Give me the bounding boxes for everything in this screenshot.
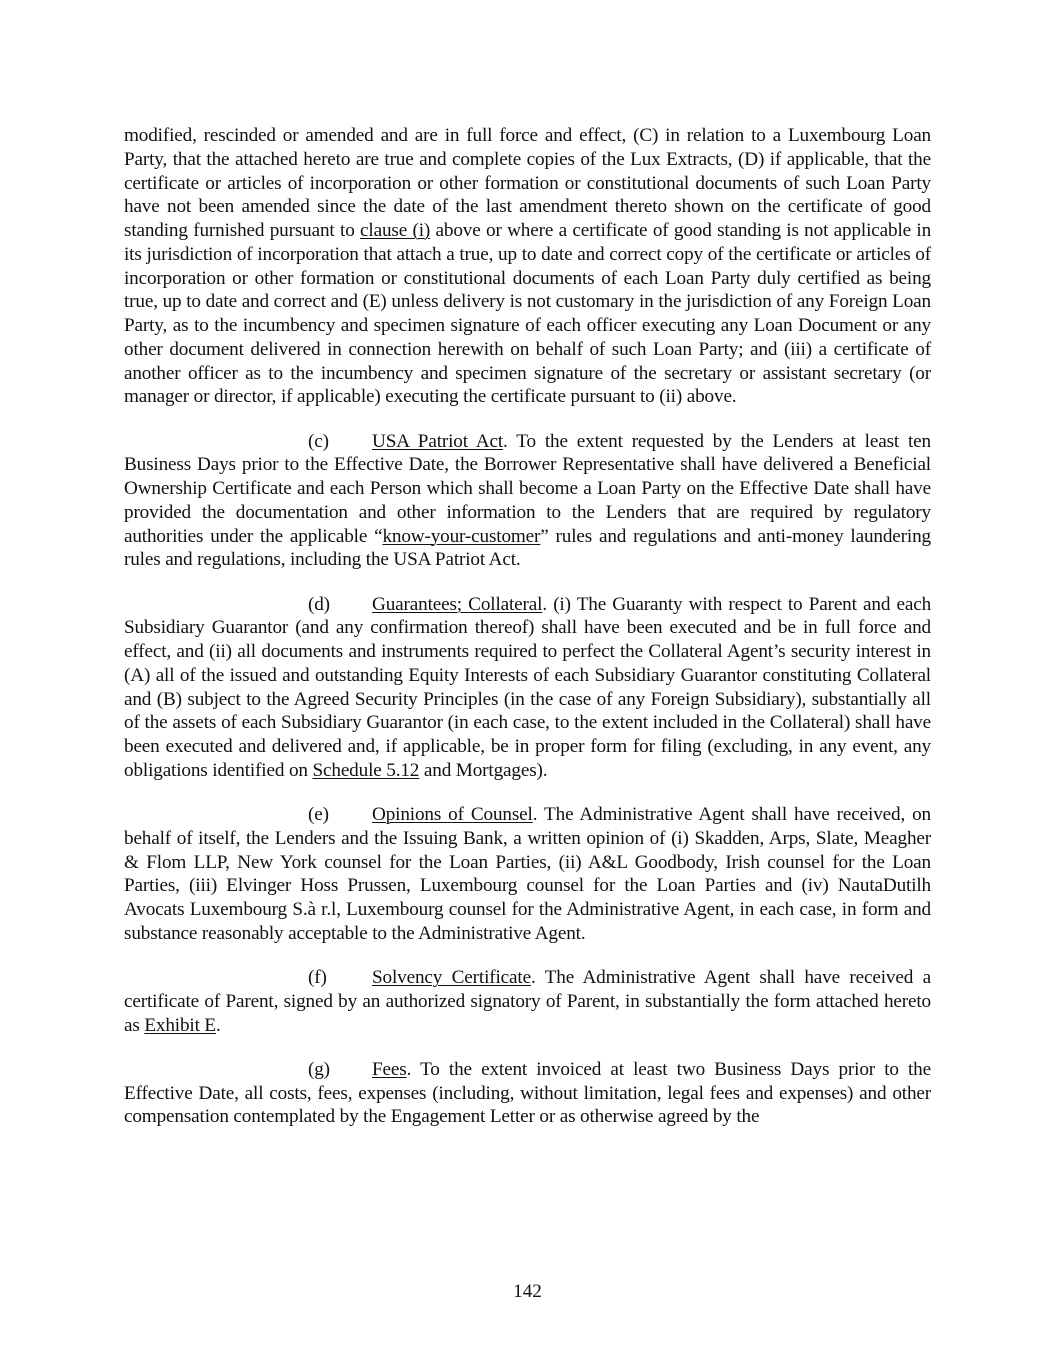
section-heading: Fees <box>372 1058 407 1080</box>
section-e-opinions-of-counsel <box>124 803 931 946</box>
paragraph-text: above or where a certificate of good standing is not applicable in its jurisdiction of incorporation that attach a true, up to date and correct copy of the certificate or articles of incorporation or other formation or constitutional documents of each Loan Party duly certified as being true, up to date and correct and (E) unless delivery is not customary in the jurisdiction of any Foreign Loan Party, as to the incumbency and specimen signature of each officer executing any Loan Document or any other document delivered in connection herewith on behalf of such Loan Party; and (iii) a certificate of another officer as to the incumbency and specimen signature of the secretary or assistant secretary (or manager or director, if applicable) executing the certificate pursuant to (ii) above. <box>124 220 932 408</box>
section-label: (d) <box>308 593 330 615</box>
section-d-guarantees-collateral <box>124 593 931 783</box>
paragraph-text: . To the extent invoiced at least two Business Days prior to the Effective Date, all costs, fees, expenses (including, without limitation, legal fees and expenses) and other compensation contemplated by the Engagement Letter or as otherwise agreed by the <box>124 1058 931 1128</box>
cross-reference-clause-i: clause (i) <box>360 220 431 241</box>
paragraph-continuation <box>124 124 931 409</box>
cross-reference-schedule-5-12: Schedule 5.12 <box>312 759 420 781</box>
section-heading: Solvency Certificate <box>372 967 531 988</box>
section-label: (c) <box>308 430 329 452</box>
section-label: (f) <box>308 967 327 988</box>
paragraph-text: modified, rescinded or amended and are in full force and effect, (C) in relation to a Luxembourg Loan Party, that the attached hereto are true and complete copies of the Lux Extracts, (D) if applicable, that the certificate or articles of incorporation or other formation or constitutional documents of such Loan Party have not been amended since the date of the last amendment thereto shown on the certificate of good standing furnished pursuant to <box>124 125 931 241</box>
section-label: (g) <box>308 1058 330 1080</box>
paragraph-text: and Mortgages). <box>419 759 548 781</box>
section-f-solvency-certificate <box>124 966 931 1037</box>
section-g-fees <box>124 1058 931 1129</box>
section-heading: Guarantees; Collateral <box>372 593 543 615</box>
section-c-usa-patriot-act <box>124 430 931 573</box>
defined-term-know-your-customer: know-your-customer <box>382 525 541 547</box>
paragraph-text: . <box>216 1014 221 1036</box>
document-page <box>124 124 931 1150</box>
cross-reference-exhibit-e: Exhibit E <box>144 1014 217 1036</box>
paragraph-text: . The Administrative Agent shall have received, on behalf of itself, the Lenders and the Issuing Bank, a written opinion of (i) Skadden, Arps, Slate, Meagher & Flom LLP, New York counsel for the Loan Parties, (ii) A&L Goodbody, Irish counsel for the Loan Parties, (iii) Elvinger Hoss Prussen, Luxembourg counsel for the Loan Parties and (iv) NautaDutilh Avocats Luxembourg S.à r.l, Luxembourg counsel for the Administrative Agent, in each case, in form and substance reasonably acceptable to the Administrative Agent. <box>124 804 932 944</box>
paragraph-text: . (i) The Guaranty with respect to Parent and each Subsidiary Guarantor (and any confirmation thereof) shall have been executed and be in full force and effect, and (ii) all documents and instruments required to perfect the Collateral Agent’s security interest in (A) all of the issued and outstanding Equity Interests of each Subsidiary Guarantor constituting Collateral and (B) subject to the Agreed Security Principles (in the case of any Foreign Subsidiary), substantially all of the assets of each Subsidiary Guarantor (in each case, to the extent included in the Collateral) shall have been executed and delivered and, if applicable, be in proper form for filing (excluding, in any event, any obligations identified on <box>124 593 932 781</box>
paragraph-text: . The Administrative Agent shall have received a certificate of Parent, signed by an authorized signatory of Parent, in substantially the form attached hereto as <box>124 967 931 1036</box>
page-number: 142 <box>513 1281 542 1302</box>
section-heading: Opinions of Counsel <box>372 804 533 825</box>
section-heading: USA Patriot Act <box>372 430 504 452</box>
paragraph-text: ” rules and regulations and anti-money laundering rules and regulations, including the USA Patriot Act. <box>124 525 931 571</box>
section-label: (e) <box>308 804 329 825</box>
paragraph-text: . To the extent requested by the Lenders at least ten Business Days prior to the Effective Date, the Borrower Representative shall have delivered a Beneficial Ownership Certificate and each Person which shall become a Loan Party on the Effective Date shall have provided the documentation and other information to the Lenders that are required by regulatory authorities under the applicable “ <box>124 430 931 547</box>
